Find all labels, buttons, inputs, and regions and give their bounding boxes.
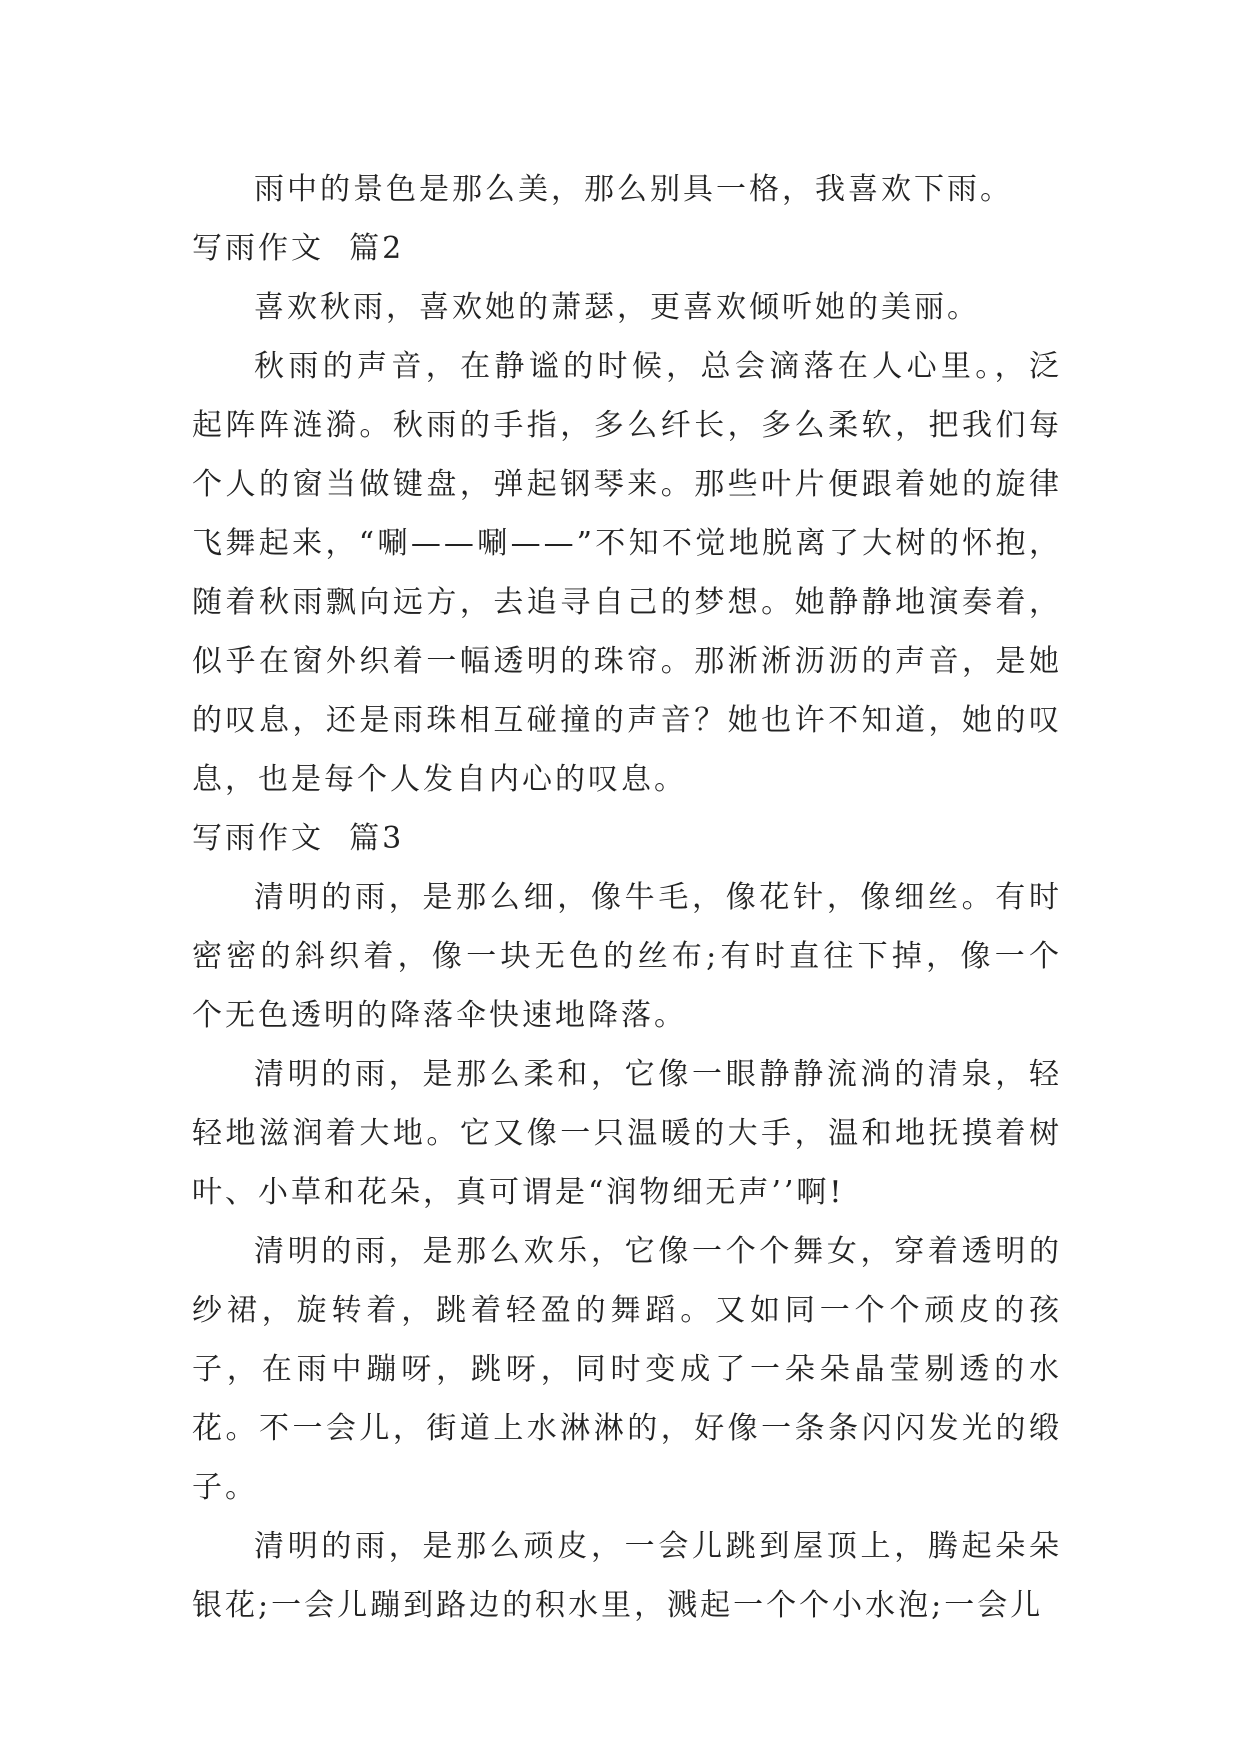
document-body [192,160,1062,1635]
section-heading: 写雨作文 篇2 [192,231,405,266]
paragraph: 秋雨的声音，在静谧的时候，总会滴落在人心里。，泛起阵阵涟漪。秋雨的手指，多么纤长，多么柔软，把我们每个人的窗当做键盘，弹起钢琴来。那些叶片便跟着她的旋律飞舞起来，“唰——唰——”不知不觉地脱离了大树的怀抱，随着秋雨飘向远方，去追寻自己的梦想。她静静地演奏着，似乎在窗外织着一幅透明的珠帘。那淅淅沥沥的声音，是她的叹息，还是雨珠相互碰撞的声音？她也许不知道，她的叹息，也是每个人发自内心的叹息。 [192,349,1062,797]
paragraph: 喜欢秋雨，喜欢她的萧瑟，更喜欢倾听她的美丽。 [254,290,980,325]
section-heading: 写雨作文 篇3 [192,821,405,856]
paragraph: 清明的雨，是那么细，像牛毛，像花针，像细丝。有时密密的斜织着，像一块无色的丝布;有时直往下掉，像一个个无色透明的降落伞快速地降落。 [192,880,1062,1033]
paragraph: 清明的雨，是那么顽皮，一会儿跳到屋顶上，腾起朵朵银花;一会儿蹦到路边的积水里，溅起一个个小水泡;一会儿 [192,1529,1062,1623]
paragraph: 清明的雨，是那么欢乐，它像一个个舞女，穿着透明的纱裙，旋转着，跳着轻盈的舞蹈。又如同一个个顽皮的孩子，在雨中蹦呀，跳呀，同时变成了一朵朵晶莹剔透的水花。不一会儿，街道上水淋淋的，好像一条条闪闪发光的缎子。 [192,1234,1062,1505]
paragraph: 清明的雨，是那么柔和，它像一眼静静流淌的清泉，轻轻地滋润着大地。它又像一只温暖的大手，温和地抚摸着树叶、小草和花朵，真可谓是“润物细无声’’啊! [192,1057,1062,1210]
paragraph: 雨中的景色是那么美，那么别具一格，我喜欢下雨。 [254,172,1013,207]
